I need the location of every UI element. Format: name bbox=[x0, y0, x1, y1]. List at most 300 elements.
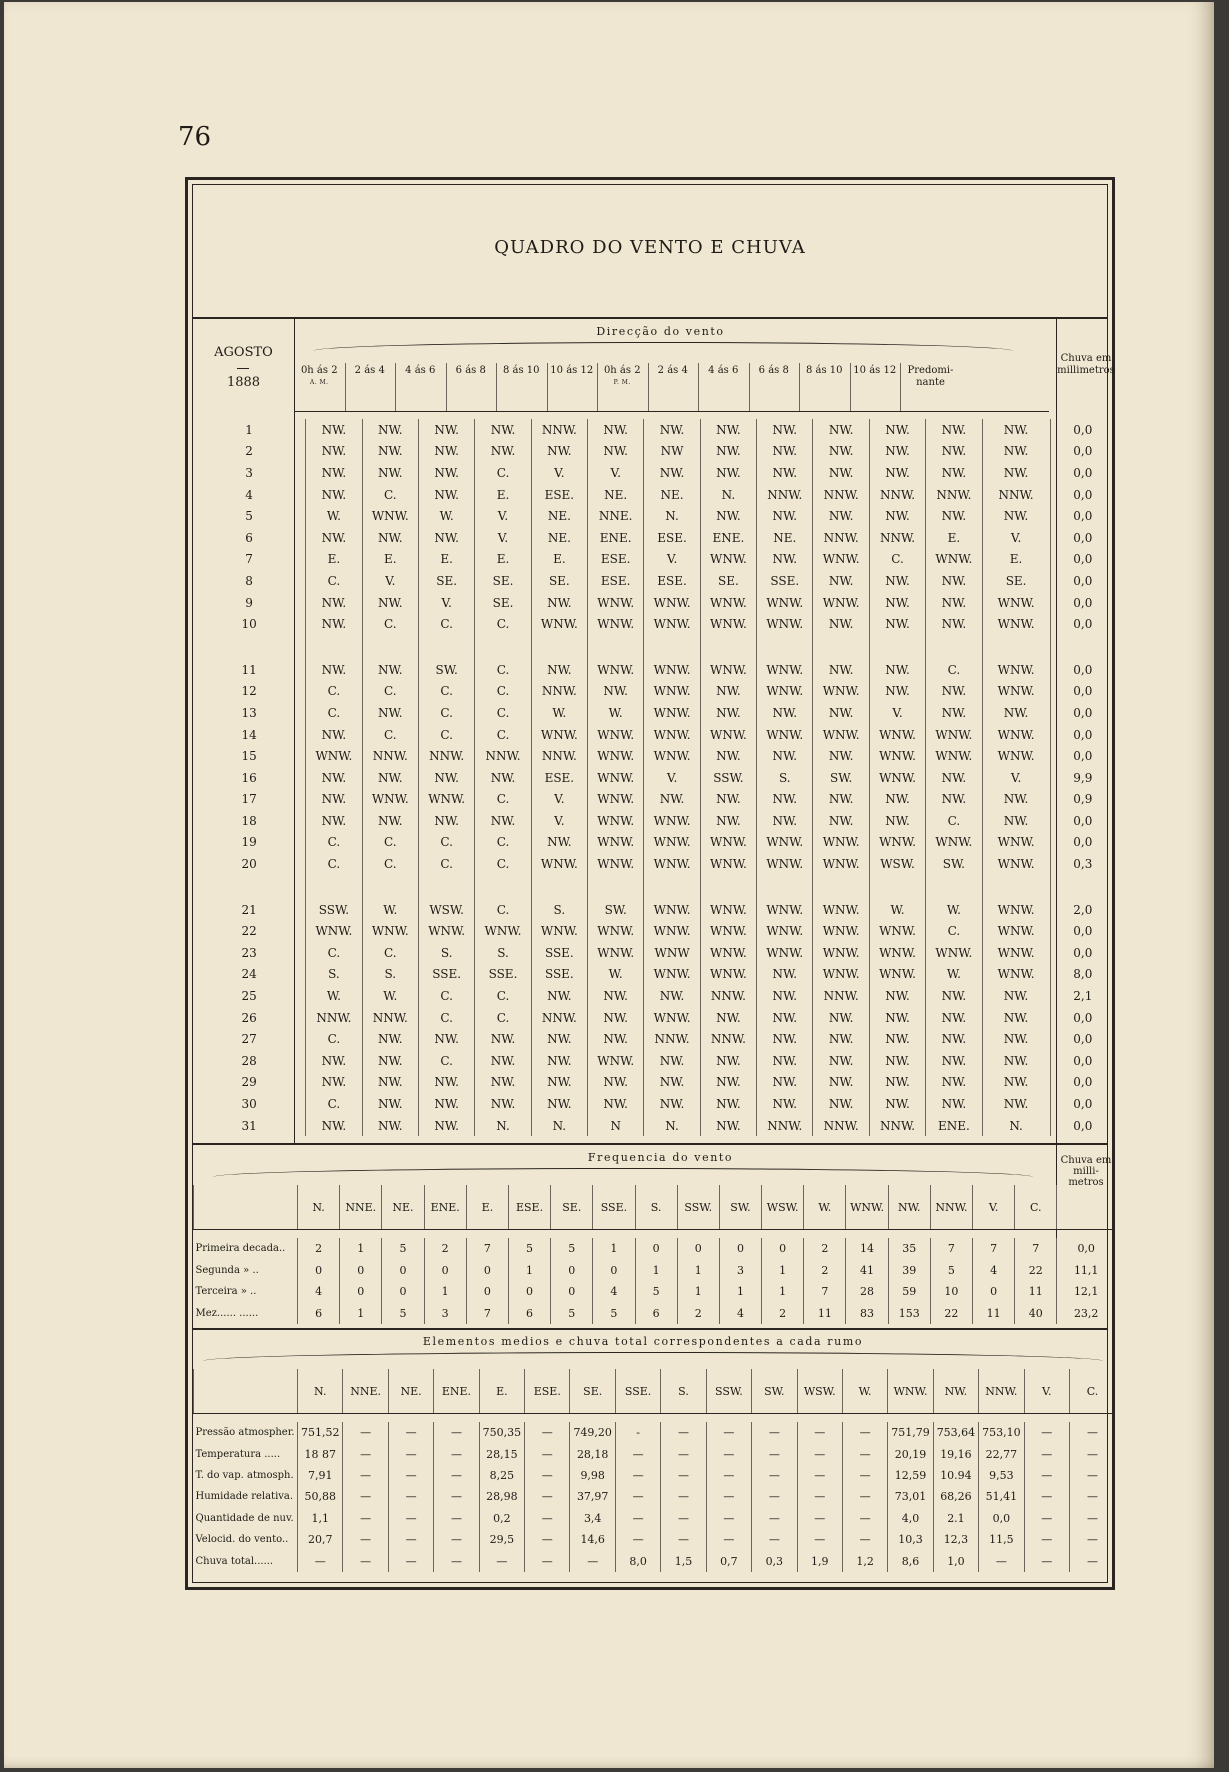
row-label: Chuva total...... bbox=[195, 1555, 274, 1567]
wind-direction-cell: S. bbox=[418, 942, 474, 964]
wind-direction-cell: NW. bbox=[813, 789, 869, 811]
wind-direction-cell: WNW. bbox=[982, 920, 1050, 942]
value-cell: 12,3 bbox=[933, 1529, 978, 1550]
wind-column-header-label: 2 ás 4 bbox=[354, 365, 385, 376]
wind-direction-cell: NW. bbox=[982, 985, 1050, 1007]
wind-direction-cell: E. bbox=[475, 549, 531, 571]
wind-direction-cell: NW. bbox=[362, 702, 418, 724]
wind-direction-cell: WNW. bbox=[588, 767, 644, 789]
wind-direction-cell: NW. bbox=[813, 745, 869, 767]
wind-direction-cell: C. bbox=[362, 942, 418, 964]
day-row bbox=[193, 659, 1115, 681]
wind-direction-cell: C. bbox=[418, 702, 474, 724]
wind-direction-cell: C. bbox=[926, 810, 982, 832]
wind-direction-cell: C. bbox=[418, 681, 474, 703]
value-cell: 19,16 bbox=[933, 1443, 978, 1464]
value-cell: 59 bbox=[888, 1281, 930, 1303]
wind-direction-cell: NW. bbox=[700, 1072, 756, 1094]
wind-direction-cell: NW. bbox=[644, 1050, 700, 1072]
wind-direction-cell: NW. bbox=[700, 441, 756, 463]
wind-direction-cell: SSE. bbox=[531, 964, 587, 986]
wind-direction-cell: NW. bbox=[700, 1050, 756, 1072]
wind-column-header bbox=[496, 365, 547, 377]
value-cell: — bbox=[752, 1486, 797, 1507]
wind-column-header-label: Predomi- nante bbox=[907, 365, 954, 388]
wind-direction-cell: W. bbox=[531, 702, 587, 724]
page-number: 76 bbox=[178, 122, 212, 152]
value-cell: — bbox=[343, 1508, 388, 1529]
wind-direction-cell: WNW. bbox=[644, 899, 700, 921]
value-cell: — bbox=[388, 1465, 433, 1486]
wind-column-header bbox=[345, 365, 396, 377]
wind-direction-cell: WNW. bbox=[926, 724, 982, 746]
wind-direction-cell: C. bbox=[362, 681, 418, 703]
value-cell: 5 bbox=[382, 1303, 424, 1325]
day-number: 31 bbox=[241, 1118, 257, 1133]
column-header: SSE. bbox=[593, 1185, 635, 1230]
wind-direction-cell: NW. bbox=[813, 419, 869, 441]
day-number: 12 bbox=[241, 684, 257, 699]
wind-direction-cell: C. bbox=[306, 853, 362, 875]
value-cell: 0 bbox=[424, 1260, 466, 1282]
wind-direction-cell: WNW. bbox=[644, 745, 700, 767]
value-cell: 0,7 bbox=[706, 1550, 751, 1571]
wind-direction-cell: NW. bbox=[475, 810, 531, 832]
wind-direction-cell: W. bbox=[588, 964, 644, 986]
value-cell: 1 bbox=[719, 1281, 761, 1303]
wind-direction-cell: E. bbox=[982, 549, 1050, 571]
wind-direction-cell: NW. bbox=[757, 702, 813, 724]
value-cell: — bbox=[343, 1486, 388, 1507]
wind-direction-cell: NW. bbox=[869, 659, 925, 681]
wind-direction-cell: WSW. bbox=[418, 899, 474, 921]
value-cell: 1 bbox=[340, 1303, 382, 1325]
wind-column-header-sublabel: P. M. bbox=[613, 379, 631, 386]
wind-direction-cell: NW. bbox=[926, 592, 982, 614]
day-number: 14 bbox=[241, 727, 257, 742]
brace-rule bbox=[313, 342, 1013, 351]
wind-direction-cell: NW. bbox=[531, 985, 587, 1007]
column-header: WSW. bbox=[797, 1369, 842, 1414]
wind-direction-cell: NW. bbox=[475, 441, 531, 463]
column-header: NW. bbox=[888, 1185, 930, 1230]
wind-direction-cell: NW. bbox=[757, 745, 813, 767]
wind-direction-cell: NW. bbox=[306, 613, 362, 635]
wind-direction-cell: SW. bbox=[588, 899, 644, 921]
wind-direction-cell: NW. bbox=[644, 462, 700, 484]
wind-column-header bbox=[648, 365, 699, 377]
value-cell: 0 bbox=[466, 1281, 508, 1303]
value-cell: 9,98 bbox=[570, 1465, 615, 1486]
wind-direction-cell: WNW. bbox=[475, 920, 531, 942]
wind-direction-cell: NW. bbox=[757, 1007, 813, 1029]
column-header: E. bbox=[466, 1185, 508, 1230]
wind-direction-cell: NW. bbox=[926, 789, 982, 811]
wind-direction-cell: NW. bbox=[418, 1115, 474, 1137]
value-cell: 9,53 bbox=[979, 1465, 1024, 1486]
wind-direction-cell: SE. bbox=[700, 570, 756, 592]
wind-direction-cell: NW. bbox=[362, 527, 418, 549]
wind-column-header-label: 4 ás 6 bbox=[405, 365, 436, 376]
rain-cell: 23,2 bbox=[1057, 1303, 1115, 1325]
row-label: Pressão atmospher. bbox=[195, 1427, 295, 1439]
value-cell: 0 bbox=[382, 1281, 424, 1303]
rain-cell: 0,0 bbox=[1050, 549, 1115, 571]
day-row bbox=[193, 724, 1115, 746]
value-cell: 751,52 bbox=[298, 1422, 343, 1443]
value-cell: 753,10 bbox=[979, 1422, 1024, 1443]
wind-direction-cell: WNW. bbox=[813, 832, 869, 854]
day-number: 10 bbox=[241, 617, 257, 632]
wind-direction-cell: NNW. bbox=[362, 1007, 418, 1029]
value-cell: — bbox=[434, 1443, 479, 1464]
value-cell: 0 bbox=[508, 1281, 550, 1303]
wind-direction-cell: ESE. bbox=[531, 767, 587, 789]
wind-direction-cell: NW. bbox=[700, 702, 756, 724]
wind-direction-cell: NW. bbox=[926, 1093, 982, 1115]
data-row bbox=[194, 1465, 1116, 1486]
gap-cell bbox=[588, 635, 644, 659]
wind-direction-cell: WNW. bbox=[531, 613, 587, 635]
value-cell: 22 bbox=[930, 1303, 972, 1325]
wind-direction-cell: NW. bbox=[475, 1028, 531, 1050]
wind-direction-cell: NE. bbox=[531, 505, 587, 527]
column-rule bbox=[496, 363, 497, 411]
spacer-row bbox=[194, 1230, 1116, 1239]
wind-direction-cell: WNW. bbox=[813, 724, 869, 746]
value-cell: — bbox=[706, 1486, 751, 1507]
wind-direction-cell: NW. bbox=[813, 702, 869, 724]
day-number: 25 bbox=[241, 989, 257, 1004]
wind-direction-cell: NW. bbox=[644, 789, 700, 811]
wind-direction-cell: C. bbox=[926, 920, 982, 942]
column-header: WNW. bbox=[888, 1369, 933, 1414]
value-cell: 3 bbox=[719, 1260, 761, 1282]
value-cell: — bbox=[525, 1486, 570, 1507]
wind-direction-cell: NW. bbox=[700, 462, 756, 484]
wind-direction-cell: NNE. bbox=[588, 505, 644, 527]
day-number: 7 bbox=[245, 552, 253, 567]
wind-direction-cell: WNW. bbox=[644, 659, 700, 681]
wind-direction-cell: NW. bbox=[926, 613, 982, 635]
wind-direction-cell: WNW. bbox=[644, 613, 700, 635]
rain-cell: 0,0 bbox=[1050, 702, 1115, 724]
data-row bbox=[194, 1303, 1116, 1325]
day-number: 13 bbox=[241, 705, 257, 720]
wind-direction-cell: NW. bbox=[362, 1072, 418, 1094]
wind-column-header bbox=[698, 365, 749, 377]
wind-direction-cell: NW. bbox=[757, 810, 813, 832]
value-cell: 5 bbox=[508, 1238, 550, 1260]
value-cell: 4,0 bbox=[888, 1508, 933, 1529]
wind-direction-cell: W. bbox=[869, 899, 925, 921]
value-cell: 0 bbox=[719, 1238, 761, 1260]
value-cell: 73,01 bbox=[888, 1486, 933, 1507]
wind-direction-cell: WNW. bbox=[982, 613, 1050, 635]
wind-direction-cell: WNW. bbox=[982, 942, 1050, 964]
wind-direction-cell: WNW. bbox=[813, 681, 869, 703]
day-row bbox=[193, 1007, 1115, 1029]
value-cell: 7 bbox=[466, 1303, 508, 1325]
table-inner-frame bbox=[192, 184, 1115, 1583]
month-dash bbox=[237, 368, 249, 369]
wind-direction-cell: NW. bbox=[418, 810, 474, 832]
wind-direction-cell: NW. bbox=[926, 1050, 982, 1072]
value-cell: 4 bbox=[298, 1281, 340, 1303]
wind-column-header bbox=[850, 365, 901, 377]
value-cell: 1 bbox=[677, 1281, 719, 1303]
data-row bbox=[194, 1550, 1116, 1571]
wind-direction-cell: WNW. bbox=[700, 942, 756, 964]
gap-cell bbox=[362, 875, 418, 899]
day-row bbox=[193, 942, 1115, 964]
value-cell: — bbox=[388, 1422, 433, 1443]
wind-direction-cell: WNW. bbox=[757, 681, 813, 703]
wind-direction-cell: C. bbox=[418, 832, 474, 854]
value-cell: — bbox=[661, 1486, 706, 1507]
column-header: V. bbox=[973, 1185, 1015, 1230]
value-cell: 7,91 bbox=[298, 1465, 343, 1486]
day-row bbox=[193, 462, 1115, 484]
wind-direction-cell: NW. bbox=[418, 441, 474, 463]
header-spacer bbox=[194, 1369, 298, 1414]
wind-direction-cell: WNW. bbox=[700, 724, 756, 746]
wind-direction-cell: NW. bbox=[588, 1072, 644, 1094]
wind-direction-cell: NW. bbox=[813, 613, 869, 635]
day-row bbox=[193, 484, 1115, 506]
wind-direction-cell: WNW. bbox=[757, 853, 813, 875]
wind-direction-cell: NW. bbox=[644, 419, 700, 441]
wind-direction-cell: WNW bbox=[644, 942, 700, 964]
gap-cell bbox=[475, 875, 531, 899]
wind-direction-cell: ESE. bbox=[588, 549, 644, 571]
wind-direction-cell: V. bbox=[869, 702, 925, 724]
value-cell: 68,26 bbox=[933, 1486, 978, 1507]
day-number: 21 bbox=[241, 902, 257, 917]
wind-direction-cell: N bbox=[588, 1115, 644, 1137]
value-cell: 1 bbox=[635, 1260, 677, 1282]
day-number: 6 bbox=[245, 530, 253, 545]
day-row bbox=[193, 1115, 1115, 1137]
value-cell: 0 bbox=[677, 1238, 719, 1260]
wind-direction-cell: NW. bbox=[531, 832, 587, 854]
value-cell: — bbox=[752, 1422, 797, 1443]
wind-direction-cell: NW. bbox=[757, 985, 813, 1007]
day-number: 20 bbox=[241, 857, 257, 872]
wind-direction-cell: WNW. bbox=[362, 789, 418, 811]
value-cell: — bbox=[842, 1486, 887, 1507]
rain-cell: 0,0 bbox=[1050, 1093, 1115, 1115]
wind-direction-cell: E. bbox=[926, 527, 982, 549]
wind-direction-cell: NW. bbox=[813, 462, 869, 484]
wind-direction-cell: WNW. bbox=[588, 832, 644, 854]
spacer-cell bbox=[194, 1230, 1116, 1239]
wind-direction-cell: W. bbox=[362, 899, 418, 921]
wind-direction-cell: WNW. bbox=[588, 810, 644, 832]
wind-direction-cell: NW. bbox=[588, 441, 644, 463]
gap-cell bbox=[418, 635, 474, 659]
wind-direction-cell: NW. bbox=[813, 441, 869, 463]
wind-direction-cell: WNW. bbox=[644, 853, 700, 875]
wind-direction-cell: C. bbox=[475, 832, 531, 854]
wind-direction-cell: SW. bbox=[926, 853, 982, 875]
wind-direction-cell: WNW. bbox=[306, 745, 362, 767]
rain-cell: 0,0 bbox=[1050, 592, 1115, 614]
value-cell: — bbox=[1024, 1486, 1069, 1507]
table-frame bbox=[185, 177, 1115, 1590]
wind-direction-cell: NNW. bbox=[531, 419, 587, 441]
wind-direction-cell: NW. bbox=[418, 462, 474, 484]
wind-direction-cell: NW. bbox=[362, 810, 418, 832]
wind-direction-cell: C. bbox=[362, 853, 418, 875]
rain-cell: 0,3 bbox=[1050, 853, 1115, 875]
wind-direction-cell: NW. bbox=[926, 1072, 982, 1094]
value-cell: — bbox=[615, 1486, 660, 1507]
wind-column-header-label: 4 ás 6 bbox=[708, 365, 739, 376]
rain-cell: 0,9 bbox=[1050, 789, 1115, 811]
value-cell: — bbox=[1024, 1550, 1069, 1571]
value-cell: — bbox=[752, 1508, 797, 1529]
wind-column-header-label: 10 ás 12 bbox=[550, 365, 594, 376]
data-row bbox=[194, 1238, 1116, 1260]
value-cell: 14,6 bbox=[570, 1529, 615, 1550]
rain-cell: 0,0 bbox=[1050, 810, 1115, 832]
wind-direction-cell: NW. bbox=[926, 1028, 982, 1050]
value-cell: 2 bbox=[424, 1238, 466, 1260]
wind-direction-cell: V. bbox=[362, 570, 418, 592]
day-number: 1 bbox=[245, 422, 253, 437]
wind-column-header bbox=[294, 365, 345, 389]
gap-cell bbox=[418, 875, 474, 899]
wind-direction-cell: NW. bbox=[306, 441, 362, 463]
gap-cell bbox=[306, 635, 362, 659]
wind-direction-cell: NW. bbox=[869, 505, 925, 527]
wind-direction-cell: C. bbox=[418, 613, 474, 635]
wind-direction-cell: NW. bbox=[306, 484, 362, 506]
wind-direction-cell: NW. bbox=[926, 1007, 982, 1029]
wind-direction-cell: WNW. bbox=[869, 920, 925, 942]
wind-direction-cell: NW. bbox=[418, 1072, 474, 1094]
wind-direction-cell: NW. bbox=[475, 767, 531, 789]
wind-direction-cell: NW. bbox=[531, 659, 587, 681]
wind-direction-cell: NW. bbox=[982, 1007, 1050, 1029]
value-cell: — bbox=[525, 1465, 570, 1486]
day-number: 24 bbox=[241, 967, 257, 982]
wind-direction-cell: SSE. bbox=[531, 942, 587, 964]
value-cell: — bbox=[1069, 1422, 1115, 1443]
value-cell: 0 bbox=[382, 1260, 424, 1282]
wind-direction-cell: NW. bbox=[757, 964, 813, 986]
wind-direction-cell: WNW. bbox=[869, 964, 925, 986]
value-cell: 18 87 bbox=[298, 1443, 343, 1464]
value-cell: 2 bbox=[677, 1303, 719, 1325]
column-rule bbox=[850, 363, 851, 411]
wind-direction-cell: C. bbox=[475, 702, 531, 724]
value-cell: 6 bbox=[508, 1303, 550, 1325]
wind-direction-cell: V. bbox=[475, 505, 531, 527]
wind-column-header bbox=[547, 365, 598, 377]
day-row bbox=[193, 789, 1115, 811]
day-row bbox=[193, 745, 1115, 767]
wind-direction-cell: NW. bbox=[757, 1093, 813, 1115]
column-header: NNE. bbox=[343, 1369, 388, 1414]
value-cell: 7 bbox=[804, 1281, 846, 1303]
value-cell: 1,5 bbox=[661, 1550, 706, 1571]
value-cell: — bbox=[525, 1508, 570, 1529]
wind-direction-cell: NNW. bbox=[869, 484, 925, 506]
wind-direction-cell: NW. bbox=[869, 592, 925, 614]
wind-direction-cell: NW. bbox=[531, 1093, 587, 1115]
wind-direction-cell: NW. bbox=[588, 419, 644, 441]
wind-direction-cell: WNW. bbox=[926, 942, 982, 964]
wind-direction-cell: NW. bbox=[869, 789, 925, 811]
rain-cell: 0,0 bbox=[1050, 613, 1115, 635]
wind-direction-cell: WNW. bbox=[644, 1007, 700, 1029]
wind-direction-cell: NW. bbox=[813, 1028, 869, 1050]
value-cell: — bbox=[842, 1422, 887, 1443]
wind-direction-cell: C. bbox=[475, 462, 531, 484]
wind-direction-cell: C. bbox=[475, 724, 531, 746]
wind-direction-cell: NNW. bbox=[531, 681, 587, 703]
wind-direction-cell: NNW. bbox=[813, 527, 869, 549]
day-number: 18 bbox=[241, 813, 257, 828]
wind-column-header-label: 6 ás 8 bbox=[758, 365, 789, 376]
wind-direction-cell: NW. bbox=[531, 1028, 587, 1050]
wind-direction-cell: WNW. bbox=[869, 745, 925, 767]
wind-direction-cell: WNW. bbox=[757, 942, 813, 964]
wind-direction-cell: WNW. bbox=[588, 613, 644, 635]
wind-direction-cell: NW. bbox=[982, 441, 1050, 463]
wind-direction-cell: C. bbox=[475, 985, 531, 1007]
wind-direction-cell: WNW. bbox=[813, 592, 869, 614]
wind-direction-cell: NW. bbox=[418, 767, 474, 789]
day-number: 23 bbox=[241, 945, 257, 960]
wind-direction-cell: WNW. bbox=[644, 964, 700, 986]
wind-direction-cell: NW. bbox=[813, 659, 869, 681]
wind-direction-cell: W. bbox=[306, 505, 362, 527]
wind-direction-cell: NW. bbox=[362, 1115, 418, 1137]
table-title: QUADRO DO VENTO E CHUVA bbox=[494, 237, 806, 258]
column-header: SE. bbox=[570, 1369, 615, 1414]
value-cell: — bbox=[434, 1465, 479, 1486]
wind-direction-cell: NW. bbox=[531, 1050, 587, 1072]
wind-direction-cell: NW. bbox=[982, 1093, 1050, 1115]
value-cell: — bbox=[1069, 1529, 1115, 1550]
wind-direction-cell: WNW. bbox=[588, 920, 644, 942]
column-header: NW. bbox=[933, 1369, 978, 1414]
frequency-table bbox=[193, 1185, 1115, 1324]
gap-cell bbox=[982, 635, 1050, 659]
spacer-cell bbox=[194, 1414, 1116, 1423]
wind-direction-cell: NW. bbox=[362, 441, 418, 463]
value-cell: 1,1 bbox=[298, 1508, 343, 1529]
value-cell: 10.94 bbox=[933, 1465, 978, 1486]
day-row bbox=[193, 1050, 1115, 1072]
gap-cell bbox=[926, 875, 982, 899]
day-row bbox=[193, 920, 1115, 942]
data-row bbox=[194, 1529, 1116, 1550]
wind-direction-cell: WNW. bbox=[813, 899, 869, 921]
value-cell: — bbox=[434, 1422, 479, 1443]
column-header: W. bbox=[842, 1369, 887, 1414]
gap-cell bbox=[475, 635, 531, 659]
wind-direction-cell: NW. bbox=[362, 462, 418, 484]
wind-direction-cell: S. bbox=[531, 899, 587, 921]
spacer-row bbox=[194, 1414, 1116, 1423]
rain-cell: 0,0 bbox=[1050, 1007, 1115, 1029]
wind-direction-cell: NW. bbox=[926, 570, 982, 592]
value-cell: — bbox=[343, 1465, 388, 1486]
